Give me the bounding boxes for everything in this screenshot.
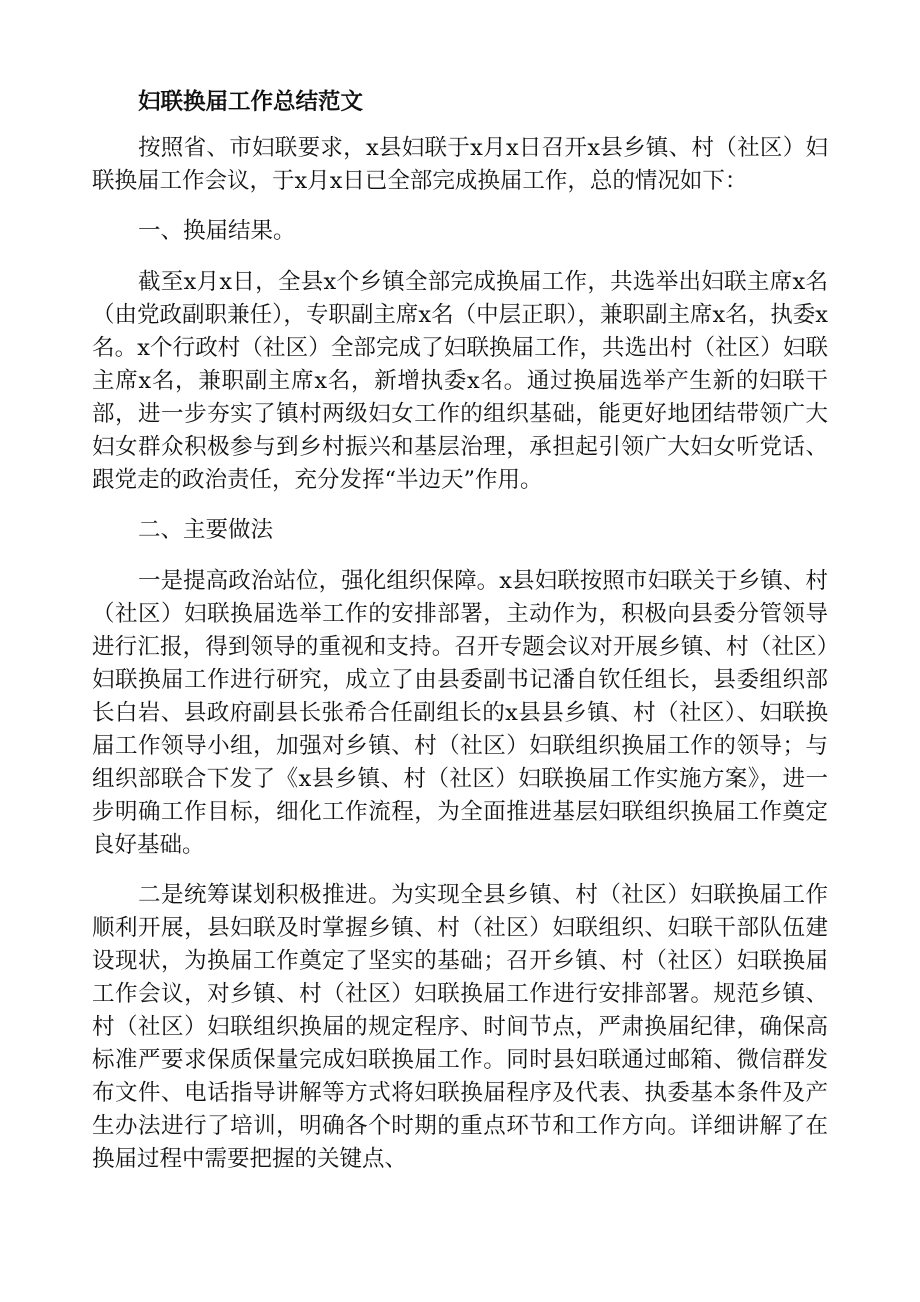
- section-heading-methods: 二、主要做法: [138, 517, 274, 543]
- methods-paragraph-1: 一是提高政治站位，强化组织保障。x县妇联按照市妇联关于乡镇、村（社区）妇联换届选举工作的安排部署，主动作为，积极向县委分管领导进行汇报，得到领导的重视和支持。召开专题会议对开展乡镇、村（社区）妇联换届工作进行研究，成立了由县委副书记潘自钦任组长，县委组织部长白岩、县政府副县长张希合任副组长的x县县乡镇、村（社区）、妇联换届工作领导小组，加强对乡镇、村（社区）妇联组织换届工作的领导；与组织部联合下发了《x县乡镇、村（社区）妇联换届工作实施方案》，进一步明确工作目标，细化工作流程，为全面推进基层妇联组织换届工作奠定良好基础。: [92, 568, 828, 858]
- document-title: 妇联换届工作总结范文: [138, 89, 364, 115]
- section-heading-results: 一、换届结果。: [138, 218, 296, 244]
- document-page: [92, 86, 828, 1193]
- section-results-paragraph: 截至x月x日，全县x个乡镇全部完成换届工作，共选举出妇联主席x名（由党政副职兼任），专职副主席x名（中层正职），兼职副主席x名，执委x名。x个行政村（社区）全部完成了妇联换届工作，共选出村（社区）妇联主席x名，兼职副主席x名，新增执委x名。通过换届选举产生新的妇联干部，进一步夯实了镇村两级妇女工作的组织基础，能更好地团结带领广大妇女群众积极参与到乡村振兴和基层治理，承担起引领广大妇女听党话、跟党走的政治责任，充分发挥“半边天”作用。: [92, 269, 828, 493]
- methods-paragraph-2: 二是统筹谋划积极推进。为实现全县乡镇、村（社区）妇联换届工作顺利开展，县妇联及时掌握乡镇、村（社区）妇联组织、妇联干部队伍建设现状，为换届工作奠定了坚实的基础；召开乡镇、村（社区）妇联换届工作会议，对乡镇、村（社区）妇联换届工作进行安排部署。规范乡镇、村（社区）妇联组织换届的规定程序、时间节点，严肃换届纪律，确保高标准严要求保质保量完成妇联换届工作。同时县妇联通过邮箱、微信群发布文件、电话指导讲解等方式将妇联换届程序及代表、执委基本条件及产生办法进行了培训，明确各个时期的重点环节和工作方向。详细讲解了在换届过程中需要把握的关键点、: [92, 882, 828, 1172]
- intro-paragraph: 按照省、市妇联要求，x县妇联于x月x日召开x县乡镇、村（社区）妇联换届工作会议，于x月x日已全部完成换届工作，总的情况如下：: [92, 135, 828, 194]
